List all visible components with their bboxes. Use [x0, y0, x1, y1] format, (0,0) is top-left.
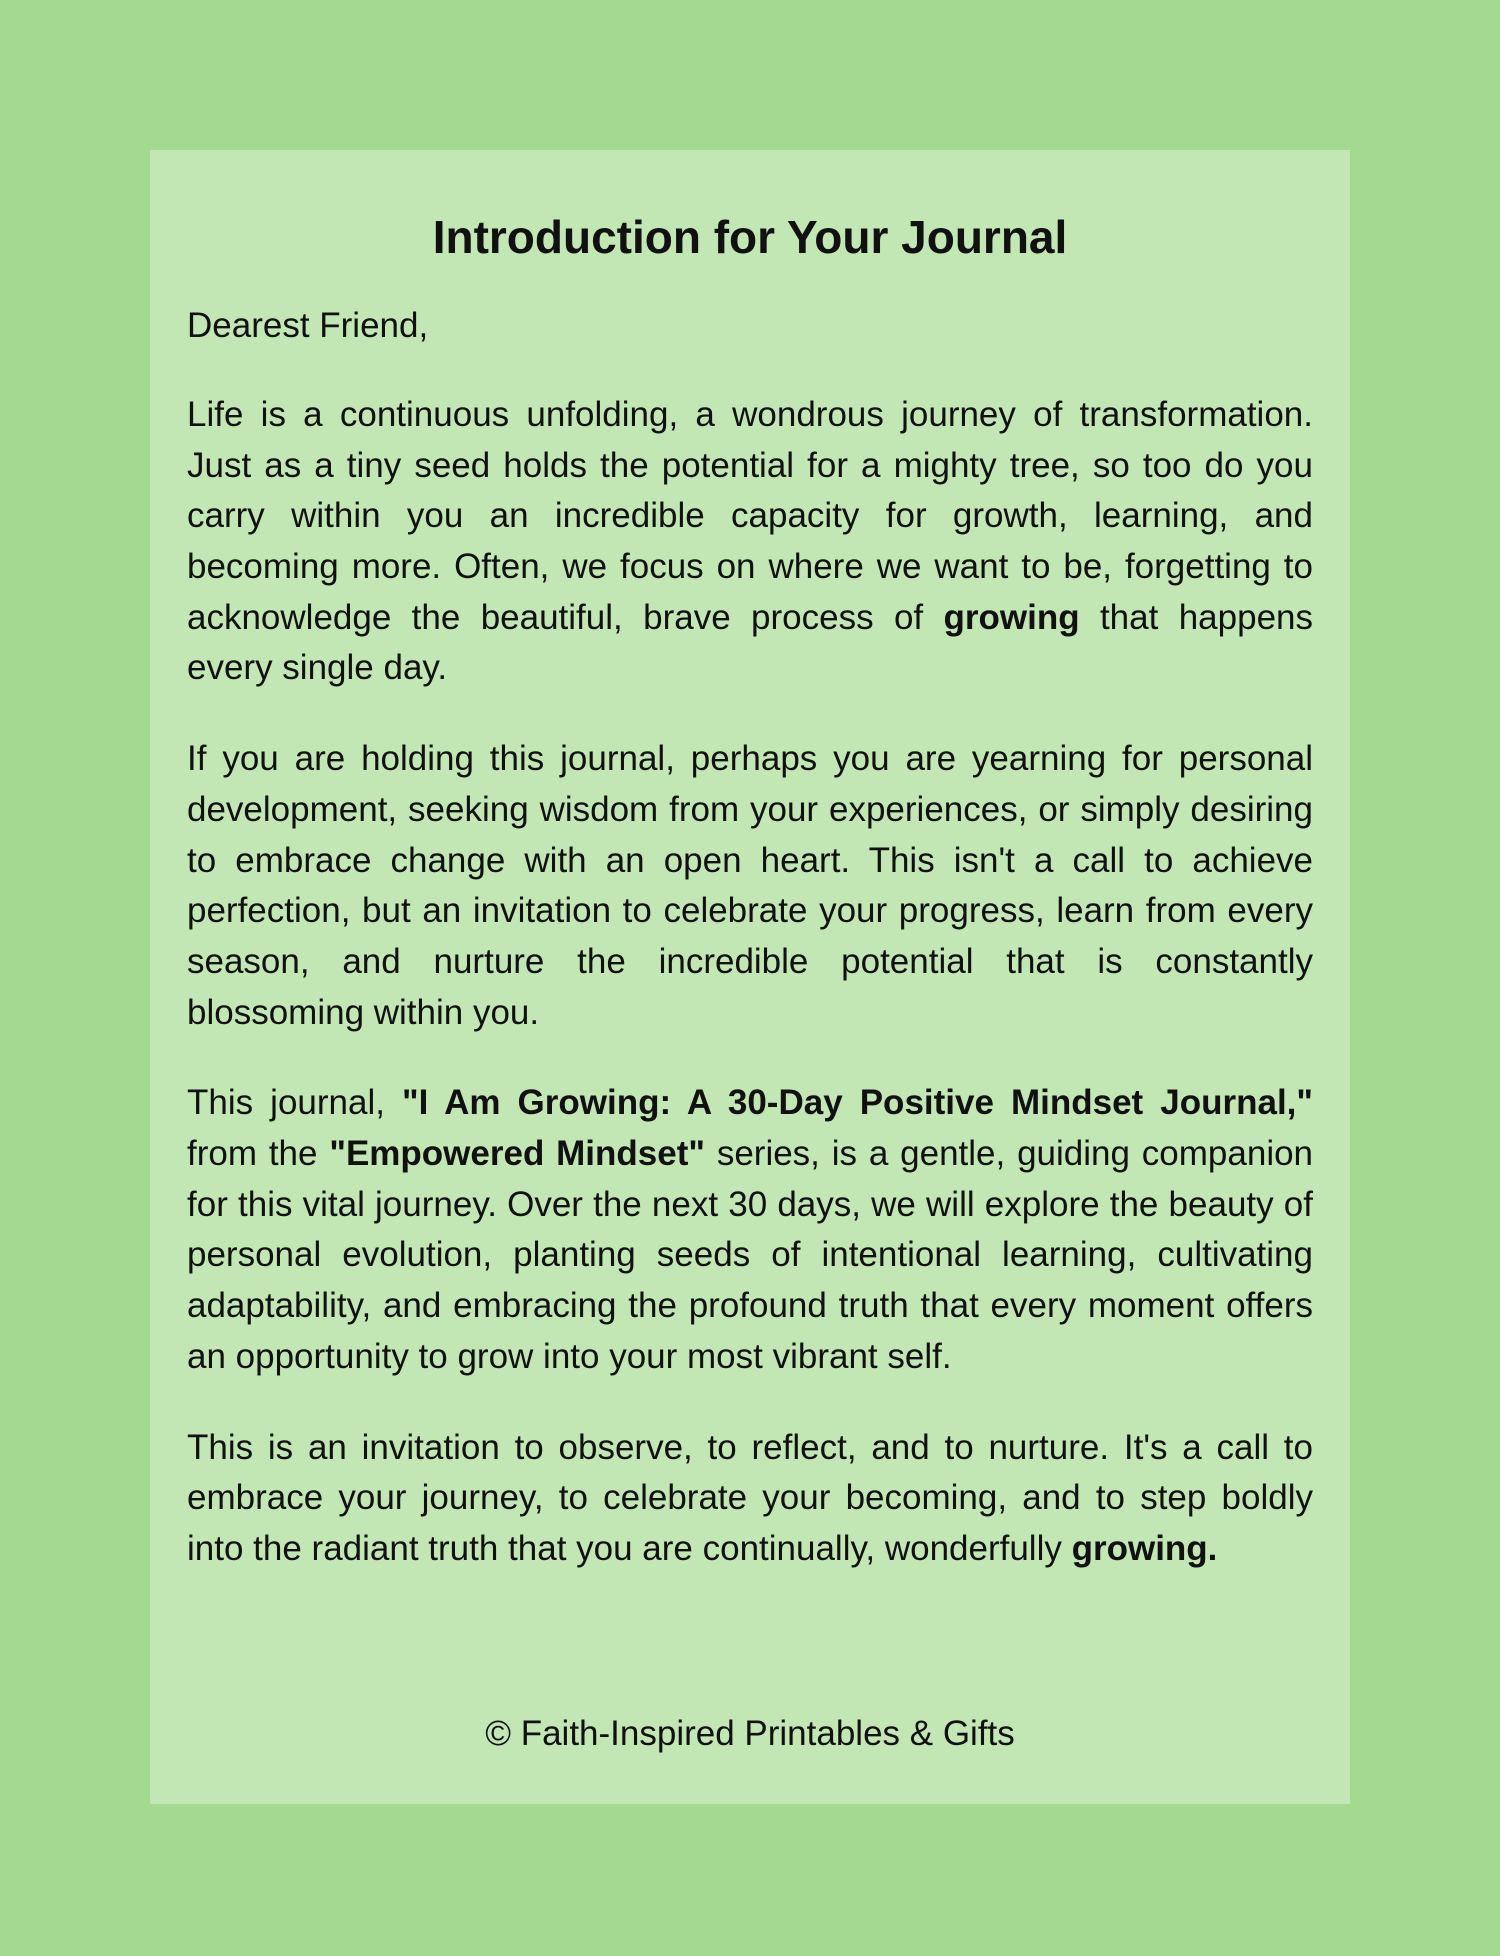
series-name-bold: "Empowered Mindset"	[329, 1134, 705, 1174]
paragraph-3-text-start: This journal,	[187, 1083, 403, 1123]
paragraph-1	[187, 390, 1313, 694]
paragraph-1-bold: growing	[943, 597, 1080, 637]
paragraph-4-text: This is an invitation to observe, to reflect, and to nurture. It's a call to embrace your journey, to celebrate your becoming, and to step boldly into the radiant truth that you are continually, wonderfully	[187, 1427, 1313, 1568]
paragraph-1-text: Life is a continuous unfolding, a wondrous journey of transformation. Just as a tiny seed holds the potential for a mighty tree, so too do you carry within you an incredible capacity for growth, learning, and becoming more. Often, we focus on where we want to be, forgetting to acknowledge the beautiful, brave process of	[187, 394, 1313, 637]
paragraph-4	[187, 1423, 1313, 1575]
paragraph-3-text-end: series, is a gentle, guiding companion for this vital journey. Over the next 30 days, we will explore the beauty of personal evolution, planting seeds of intentional learning, cultivating adaptability, and embracing the profound truth that every moment offers an opportunity to grow into your most vibrant self.	[187, 1134, 1314, 1376]
paragraph-2: If you are holding this journal, perhaps you are yearning for personal development, seeking wisdom from your experiences, or simply desiring to embrace change with an open heart. This isn't a call to achieve perfection, but an invitation to celebrate your progress, learn from every season, and nurture the incredible potential that is constantly blossoming within you.	[187, 739, 1313, 1032]
salutation: Dearest Friend,	[187, 306, 429, 346]
journal-intro-card	[150, 150, 1350, 1804]
paragraph-3-text-middle: from the	[187, 1134, 330, 1174]
page-title: Introduction for Your Journal	[432, 211, 1068, 263]
paragraph-1-text-end: that happens every single day.	[187, 597, 1313, 688]
paragraph-3	[187, 1078, 1313, 1382]
journal-title-bold: "I Am Growing: A 30-Day Positive Mindset Journal,"	[402, 1083, 1313, 1123]
copyright-footer: © Faith-Inspired Printables & Gifts	[485, 1714, 1015, 1753]
paragraph-4-bold: growing.	[1071, 1529, 1218, 1568]
